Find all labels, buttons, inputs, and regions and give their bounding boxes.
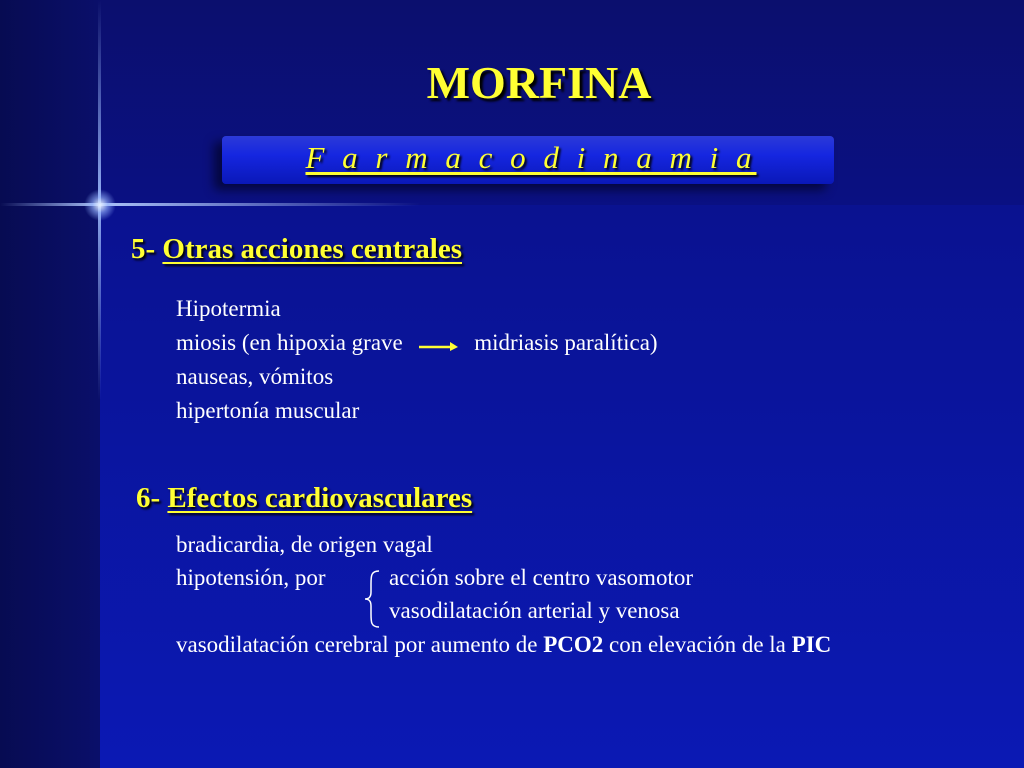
star-flare-horizontal bbox=[0, 203, 420, 206]
item-nauseas: nauseas, vómitos bbox=[176, 364, 334, 389]
section6-title: Efectos cardiovasculares bbox=[167, 482, 473, 514]
left-decor-band bbox=[0, 0, 100, 768]
arrow-right-icon bbox=[417, 338, 459, 352]
item-bradicardia: bradicardia, de origen vagal bbox=[176, 532, 433, 557]
section5-heading bbox=[131, 233, 462, 266]
section6-number: 6- bbox=[136, 482, 161, 514]
miosis-text: miosis (en hipoxia grave bbox=[176, 330, 403, 355]
item-hipotension-a: acción sobre el centro vasomotor bbox=[389, 565, 693, 590]
section5-title: Otras acciones centrales bbox=[162, 233, 462, 265]
star-flare-icon bbox=[84, 189, 116, 221]
item-hipertonia: hipertonía muscular bbox=[176, 398, 360, 423]
curly-brace-icon bbox=[362, 568, 382, 630]
vaso-text-a: vasodilatación cerebral por aumento de bbox=[176, 632, 544, 657]
item-hipotension-b: vasodilatación arterial y venosa bbox=[389, 598, 680, 623]
item-miosis bbox=[176, 330, 658, 356]
subtitle-text: F a r m a c o d i n a m i a bbox=[305, 140, 757, 175]
midriasis-text: midriasis paralítica) bbox=[474, 330, 658, 355]
slide-title: MORFINA bbox=[426, 57, 652, 108]
vaso-pco2: PCO2 bbox=[543, 632, 604, 657]
item-hipotermia: Hipotermia bbox=[176, 296, 281, 321]
section5-number: 5- bbox=[131, 233, 156, 265]
section6-heading bbox=[136, 482, 472, 515]
item-vasodilatacion-cerebral bbox=[176, 632, 831, 658]
item-hipotension-lead: hipotensión, por bbox=[176, 565, 326, 590]
vaso-text-b: con elevación de la bbox=[603, 632, 792, 657]
vaso-pic: PIC bbox=[791, 632, 832, 657]
